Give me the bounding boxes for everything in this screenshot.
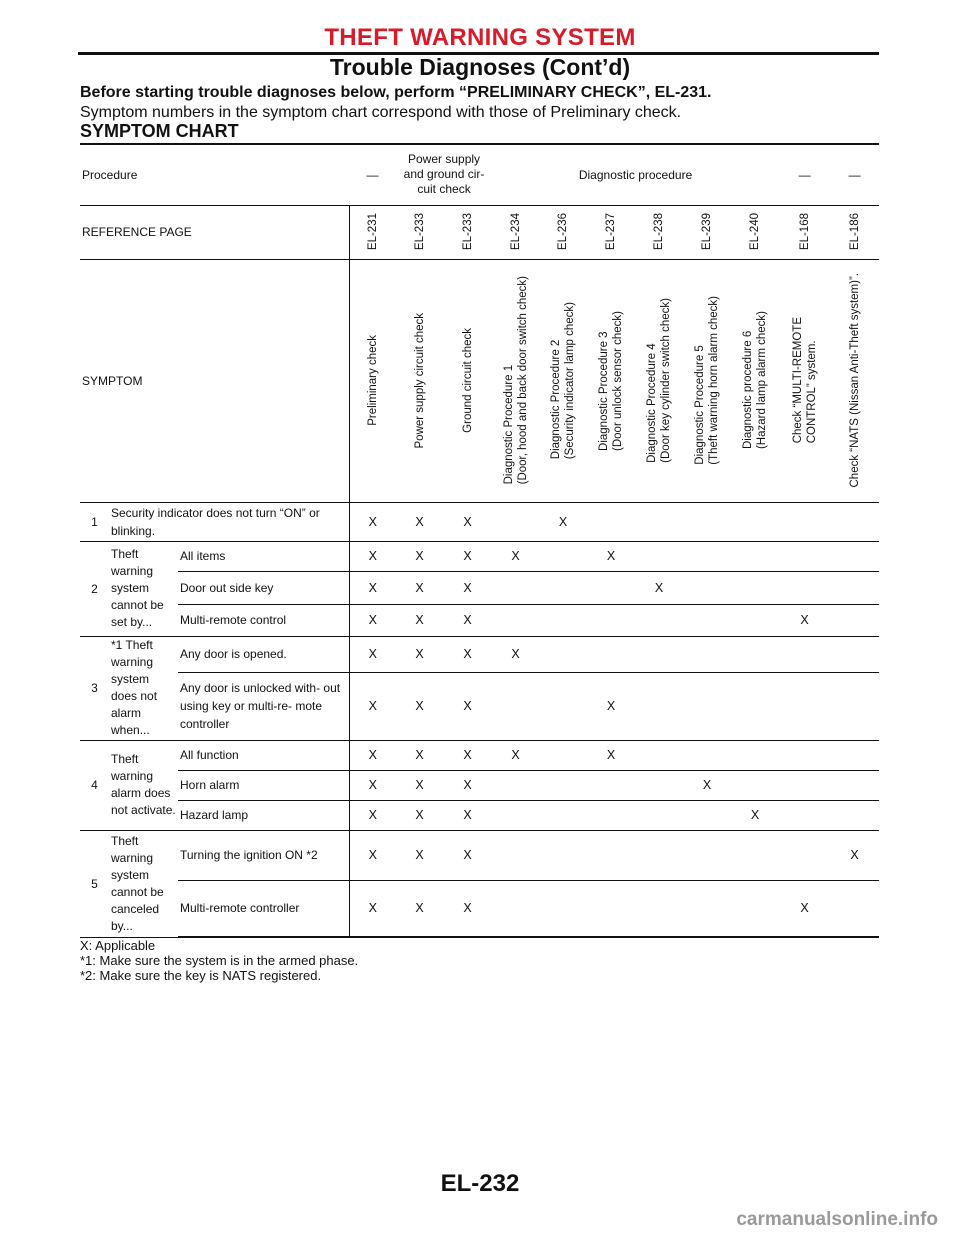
applicability-cell: X	[396, 636, 443, 672]
applicability-cell: X	[587, 541, 635, 571]
applicability-cell	[587, 800, 635, 830]
applicability-cell	[830, 672, 879, 740]
check-name-cell	[349, 259, 396, 502]
applicability-cell: X	[587, 740, 635, 770]
applicability-cell: X	[587, 672, 635, 740]
applicability-cell	[492, 502, 539, 541]
applicability-cell	[683, 800, 731, 830]
applicability-cell: X	[443, 502, 492, 541]
applicability-cell: X	[349, 770, 396, 800]
check-name	[413, 307, 427, 455]
reference-page-cell	[587, 205, 635, 259]
reference-page-row	[80, 205, 879, 259]
check-name	[366, 329, 380, 432]
check-name	[848, 267, 862, 494]
applicability-cell: X	[539, 502, 587, 541]
applicability-cell	[830, 604, 879, 636]
check-name-line: (Door key cylinder switch check)	[660, 298, 673, 463]
applicability-cell	[779, 800, 830, 830]
applicability-cell: X	[349, 880, 396, 937]
symptom-row	[80, 502, 879, 541]
applicability-cell	[683, 636, 731, 672]
chart-title: SYMPTOM CHART	[80, 121, 239, 141]
reference-page-text: EL-168	[798, 213, 811, 251]
symptom-row	[80, 672, 879, 740]
applicability-cell: X	[349, 830, 396, 880]
applicability-cell: X	[349, 636, 396, 672]
check-name-line: Diagnostic Procedure 4	[646, 343, 659, 463]
check-name-line: (Door, hood and back door switch check)	[516, 276, 529, 485]
check-name	[645, 292, 673, 469]
applicability-cell	[635, 604, 683, 636]
applicability-cell	[492, 830, 539, 880]
check-name-line: (Theft warning horn alarm check)	[708, 296, 721, 465]
symptom-condition: Multi-remote control	[178, 604, 349, 636]
symptom-description: Theft warning system cannot be set by...	[109, 541, 178, 636]
symptom-row	[80, 636, 879, 672]
applicability-cell	[539, 770, 587, 800]
applicability-cell	[492, 672, 539, 740]
applicability-cell: X	[492, 740, 539, 770]
applicability-cell: X	[443, 880, 492, 937]
check-name	[791, 311, 819, 449]
applicability-cell: X	[349, 571, 396, 604]
applicability-cell: X	[779, 880, 830, 937]
check-name-line: Ground circuit check	[461, 328, 474, 433]
applicability-cell: X	[349, 502, 396, 541]
applicability-cell	[539, 541, 587, 571]
applicability-cell	[731, 636, 779, 672]
applicability-cell	[635, 541, 683, 571]
applicability-cell: X	[396, 672, 443, 740]
applicability-cell	[830, 800, 879, 830]
symptom-number: 4	[80, 740, 109, 830]
applicability-cell	[779, 770, 830, 800]
symptom-row	[80, 770, 879, 800]
check-names-row	[80, 259, 879, 502]
check-name-cell	[683, 259, 731, 502]
applicability-cell	[587, 636, 635, 672]
symptom-condition: Any door is unlocked with- out using key or multi-re- mote controller	[178, 672, 349, 740]
check-name-cell	[443, 259, 492, 502]
applicability-cell: X	[443, 571, 492, 604]
applicability-cell	[539, 830, 587, 880]
applicability-cell: X	[349, 604, 396, 636]
applicability-cell	[830, 636, 879, 672]
check-name	[597, 305, 625, 457]
applicability-cell: X	[396, 880, 443, 937]
reference-page-cell	[779, 205, 830, 259]
applicability-cell	[779, 672, 830, 740]
applicability-cell	[779, 740, 830, 770]
check-name-cell	[396, 259, 443, 502]
applicability-cell	[830, 541, 879, 571]
check-name-cell	[731, 259, 779, 502]
applicability-cell: X	[396, 571, 443, 604]
applicability-cell	[830, 740, 879, 770]
applicability-cell: X	[349, 672, 396, 740]
applicability-cell	[683, 604, 731, 636]
check-name-line: (Security indicator lamp check)	[564, 301, 577, 460]
applicability-cell	[539, 636, 587, 672]
reference-page-cell	[492, 205, 539, 259]
applicability-cell	[731, 880, 779, 937]
applicability-cell: X	[443, 604, 492, 636]
symptom-chart-table	[80, 143, 879, 938]
applicability-cell	[635, 800, 683, 830]
reference-page-cell	[396, 205, 443, 259]
applicability-cell: X	[635, 571, 683, 604]
symptom-condition: Any door is opened.	[178, 636, 349, 672]
applicability-cell	[587, 770, 635, 800]
applicability-cell	[779, 636, 830, 672]
symptom-number: 2	[80, 541, 109, 636]
applicability-cell: X	[443, 636, 492, 672]
applicability-cell: X	[443, 541, 492, 571]
check-name-line: Diagnostic Procedure 5	[694, 345, 707, 465]
applicability-cell: X	[443, 830, 492, 880]
symptom-row	[80, 800, 879, 830]
applicability-cell	[731, 672, 779, 740]
check-name	[461, 322, 475, 439]
applicability-cell: X	[830, 830, 879, 880]
applicability-cell	[731, 571, 779, 604]
reference-page-cell	[635, 205, 683, 259]
procedure-dash: —	[779, 144, 830, 205]
applicability-cell: X	[396, 541, 443, 571]
applicability-cell	[779, 830, 830, 880]
applicability-cell	[683, 502, 731, 541]
note-applicable: X: Applicable	[80, 938, 156, 953]
applicability-cell: X	[731, 800, 779, 830]
check-name-cell	[492, 259, 539, 502]
applicability-cell: X	[396, 502, 443, 541]
reference-page-cell	[830, 205, 879, 259]
notes	[80, 938, 358, 983]
check-name-line: CONTROL” system.	[805, 340, 818, 444]
symptom-condition: All items	[178, 541, 349, 571]
applicability-cell: X	[396, 830, 443, 880]
reference-page-text: EL-239	[701, 213, 714, 251]
applicability-cell	[830, 502, 879, 541]
diagnostic-procedure-header: Diagnostic procedure	[492, 144, 779, 205]
applicability-cell	[779, 571, 830, 604]
check-name	[693, 290, 721, 471]
symptom-condition: Hazard lamp	[178, 800, 349, 830]
note-armed-phase: *1: Make sure the system is in the armed phase.	[80, 953, 359, 968]
reference-page-text: EL-231	[366, 213, 379, 251]
applicability-cell	[635, 672, 683, 740]
reference-page-text: EL-233	[461, 213, 474, 251]
reference-page-text: EL-233	[413, 213, 426, 251]
page-number: EL-232	[440, 1170, 520, 1197]
applicability-cell	[539, 740, 587, 770]
applicability-cell	[731, 830, 779, 880]
applicability-cell	[731, 541, 779, 571]
applicability-cell: X	[683, 770, 731, 800]
applicability-cell: X	[492, 636, 539, 672]
applicability-cell: X	[443, 770, 492, 800]
reference-page-cell	[443, 205, 492, 259]
symptom-row	[80, 541, 879, 571]
check-name	[502, 270, 530, 490]
check-name-cell	[539, 259, 587, 502]
check-name-line: Diagnostic Procedure 2	[550, 339, 563, 460]
reference-page-text: EL-186	[848, 213, 861, 251]
applicability-cell: X	[443, 672, 492, 740]
applicability-cell	[779, 502, 830, 541]
symptom-row	[80, 830, 879, 880]
applicability-cell	[539, 604, 587, 636]
applicability-cell	[587, 830, 635, 880]
applicability-cell: X	[396, 800, 443, 830]
applicability-cell	[731, 502, 779, 541]
check-name-cell	[587, 259, 635, 502]
reference-page-text: EL-236	[557, 213, 570, 251]
check-name-cell	[635, 259, 683, 502]
reference-page-text: EL-238	[653, 213, 666, 251]
applicability-cell	[731, 604, 779, 636]
symptom-description: *1 Theft warning system does not alarm when...	[109, 636, 178, 740]
applicability-cell	[539, 571, 587, 604]
symptom-row	[80, 571, 879, 604]
procedure-row	[80, 144, 879, 205]
symptom-label: SYMPTOM	[80, 259, 349, 502]
check-name-line: Check “NATS (Nissan Anti-Theft system)”.	[848, 273, 861, 488]
procedure-dash: —	[830, 144, 879, 205]
check-name	[549, 296, 577, 465]
symptom-number: 1	[80, 502, 109, 541]
applicability-cell	[587, 880, 635, 937]
applicability-cell	[587, 571, 635, 604]
applicability-cell	[779, 541, 830, 571]
symptom-row	[80, 880, 879, 937]
reference-page-cell	[683, 205, 731, 259]
applicability-cell	[492, 800, 539, 830]
power-ground-check-header: Power supply and ground cir- cuit check	[396, 144, 492, 205]
symptom-row	[80, 740, 879, 770]
applicability-cell	[683, 571, 731, 604]
check-name-line: Check “MULTI-REMOTE	[791, 317, 804, 444]
check-name-line: Diagnostic Procedure 3	[598, 330, 611, 451]
applicability-cell	[830, 770, 879, 800]
symptom-description: Theft warning alarm does not activate.	[109, 740, 178, 830]
check-name-line: Diagnostic procedure 6	[742, 331, 755, 450]
procedure-label: Procedure	[80, 144, 349, 205]
section-title: THEFT WARNING SYSTEM	[324, 24, 636, 51]
applicability-cell	[635, 830, 683, 880]
applicability-cell	[539, 672, 587, 740]
symptom-condition: Turning the ignition ON *2	[178, 830, 349, 880]
reference-page-text: EL-240	[749, 213, 762, 251]
applicability-cell	[683, 830, 731, 880]
check-name-line: Diagnostic Procedure 1	[502, 365, 515, 485]
symptom-number: 3	[80, 636, 109, 740]
reference-page-text: EL-237	[605, 213, 618, 251]
procedure-dash: —	[349, 144, 396, 205]
watermark: carmanualsonline.info	[736, 1209, 938, 1230]
check-name-cell	[779, 259, 830, 502]
applicability-cell	[683, 672, 731, 740]
symptom-row	[80, 604, 879, 636]
applicability-cell: X	[443, 800, 492, 830]
applicability-cell: X	[779, 604, 830, 636]
applicability-cell: X	[396, 604, 443, 636]
applicability-cell	[635, 770, 683, 800]
symptom-condition: Horn alarm	[178, 770, 349, 800]
applicability-cell: X	[396, 770, 443, 800]
applicability-cell	[492, 880, 539, 937]
reference-page-cell	[349, 205, 396, 259]
note-nats-key: *2: Make sure the key is NATS registered.	[80, 968, 322, 983]
check-name-line: Power supply circuit check	[413, 312, 426, 449]
applicability-cell	[635, 636, 683, 672]
check-name-cell	[830, 259, 879, 502]
applicability-cell	[830, 571, 879, 604]
applicability-cell	[587, 604, 635, 636]
applicability-cell: X	[349, 740, 396, 770]
symptom-condition: Door out side key	[178, 571, 349, 604]
symptom-number: 5	[80, 830, 109, 937]
reference-page-text: EL-234	[509, 213, 522, 251]
intro-instruction: Before starting trouble diagnoses below, perform “PRELIMINARY CHECK”, EL-231.	[80, 84, 712, 101]
applicability-cell	[492, 604, 539, 636]
applicability-cell	[539, 800, 587, 830]
intro-note: Symptom numbers in the symptom chart correspond with those of Preliminary check.	[80, 104, 682, 121]
applicability-cell	[683, 740, 731, 770]
applicability-cell: X	[443, 740, 492, 770]
symptom-description: Security indicator does not turn “ON” or blinking.	[109, 502, 349, 541]
applicability-cell	[635, 880, 683, 937]
applicability-cell	[587, 502, 635, 541]
symptom-condition: Multi-remote controller	[178, 880, 349, 937]
applicability-cell	[683, 880, 731, 937]
applicability-cell: X	[396, 740, 443, 770]
page-subtitle: Trouble Diagnoses (Cont’d)	[329, 54, 631, 80]
applicability-cell	[492, 571, 539, 604]
applicability-cell	[731, 740, 779, 770]
reference-page-cell	[731, 205, 779, 259]
check-name	[741, 305, 769, 455]
applicability-cell	[492, 770, 539, 800]
symptom-description: Theft warning system cannot be canceled by...	[109, 830, 178, 937]
applicability-cell: X	[492, 541, 539, 571]
applicability-cell: X	[349, 800, 396, 830]
applicability-cell	[539, 880, 587, 937]
applicability-cell	[683, 541, 731, 571]
applicability-cell	[830, 880, 879, 937]
reference-page-cell	[539, 205, 587, 259]
applicability-cell	[731, 770, 779, 800]
check-name-line: Preliminary check	[366, 335, 379, 426]
symptom-condition: All function	[178, 740, 349, 770]
applicability-cell	[635, 740, 683, 770]
applicability-cell	[635, 502, 683, 541]
applicability-cell: X	[349, 541, 396, 571]
reference-page-label: REFERENCE PAGE	[80, 205, 349, 259]
check-name-line: (Hazard lamp alarm check)	[756, 311, 769, 450]
check-name-line: (Door unlock sensor check)	[612, 310, 625, 451]
